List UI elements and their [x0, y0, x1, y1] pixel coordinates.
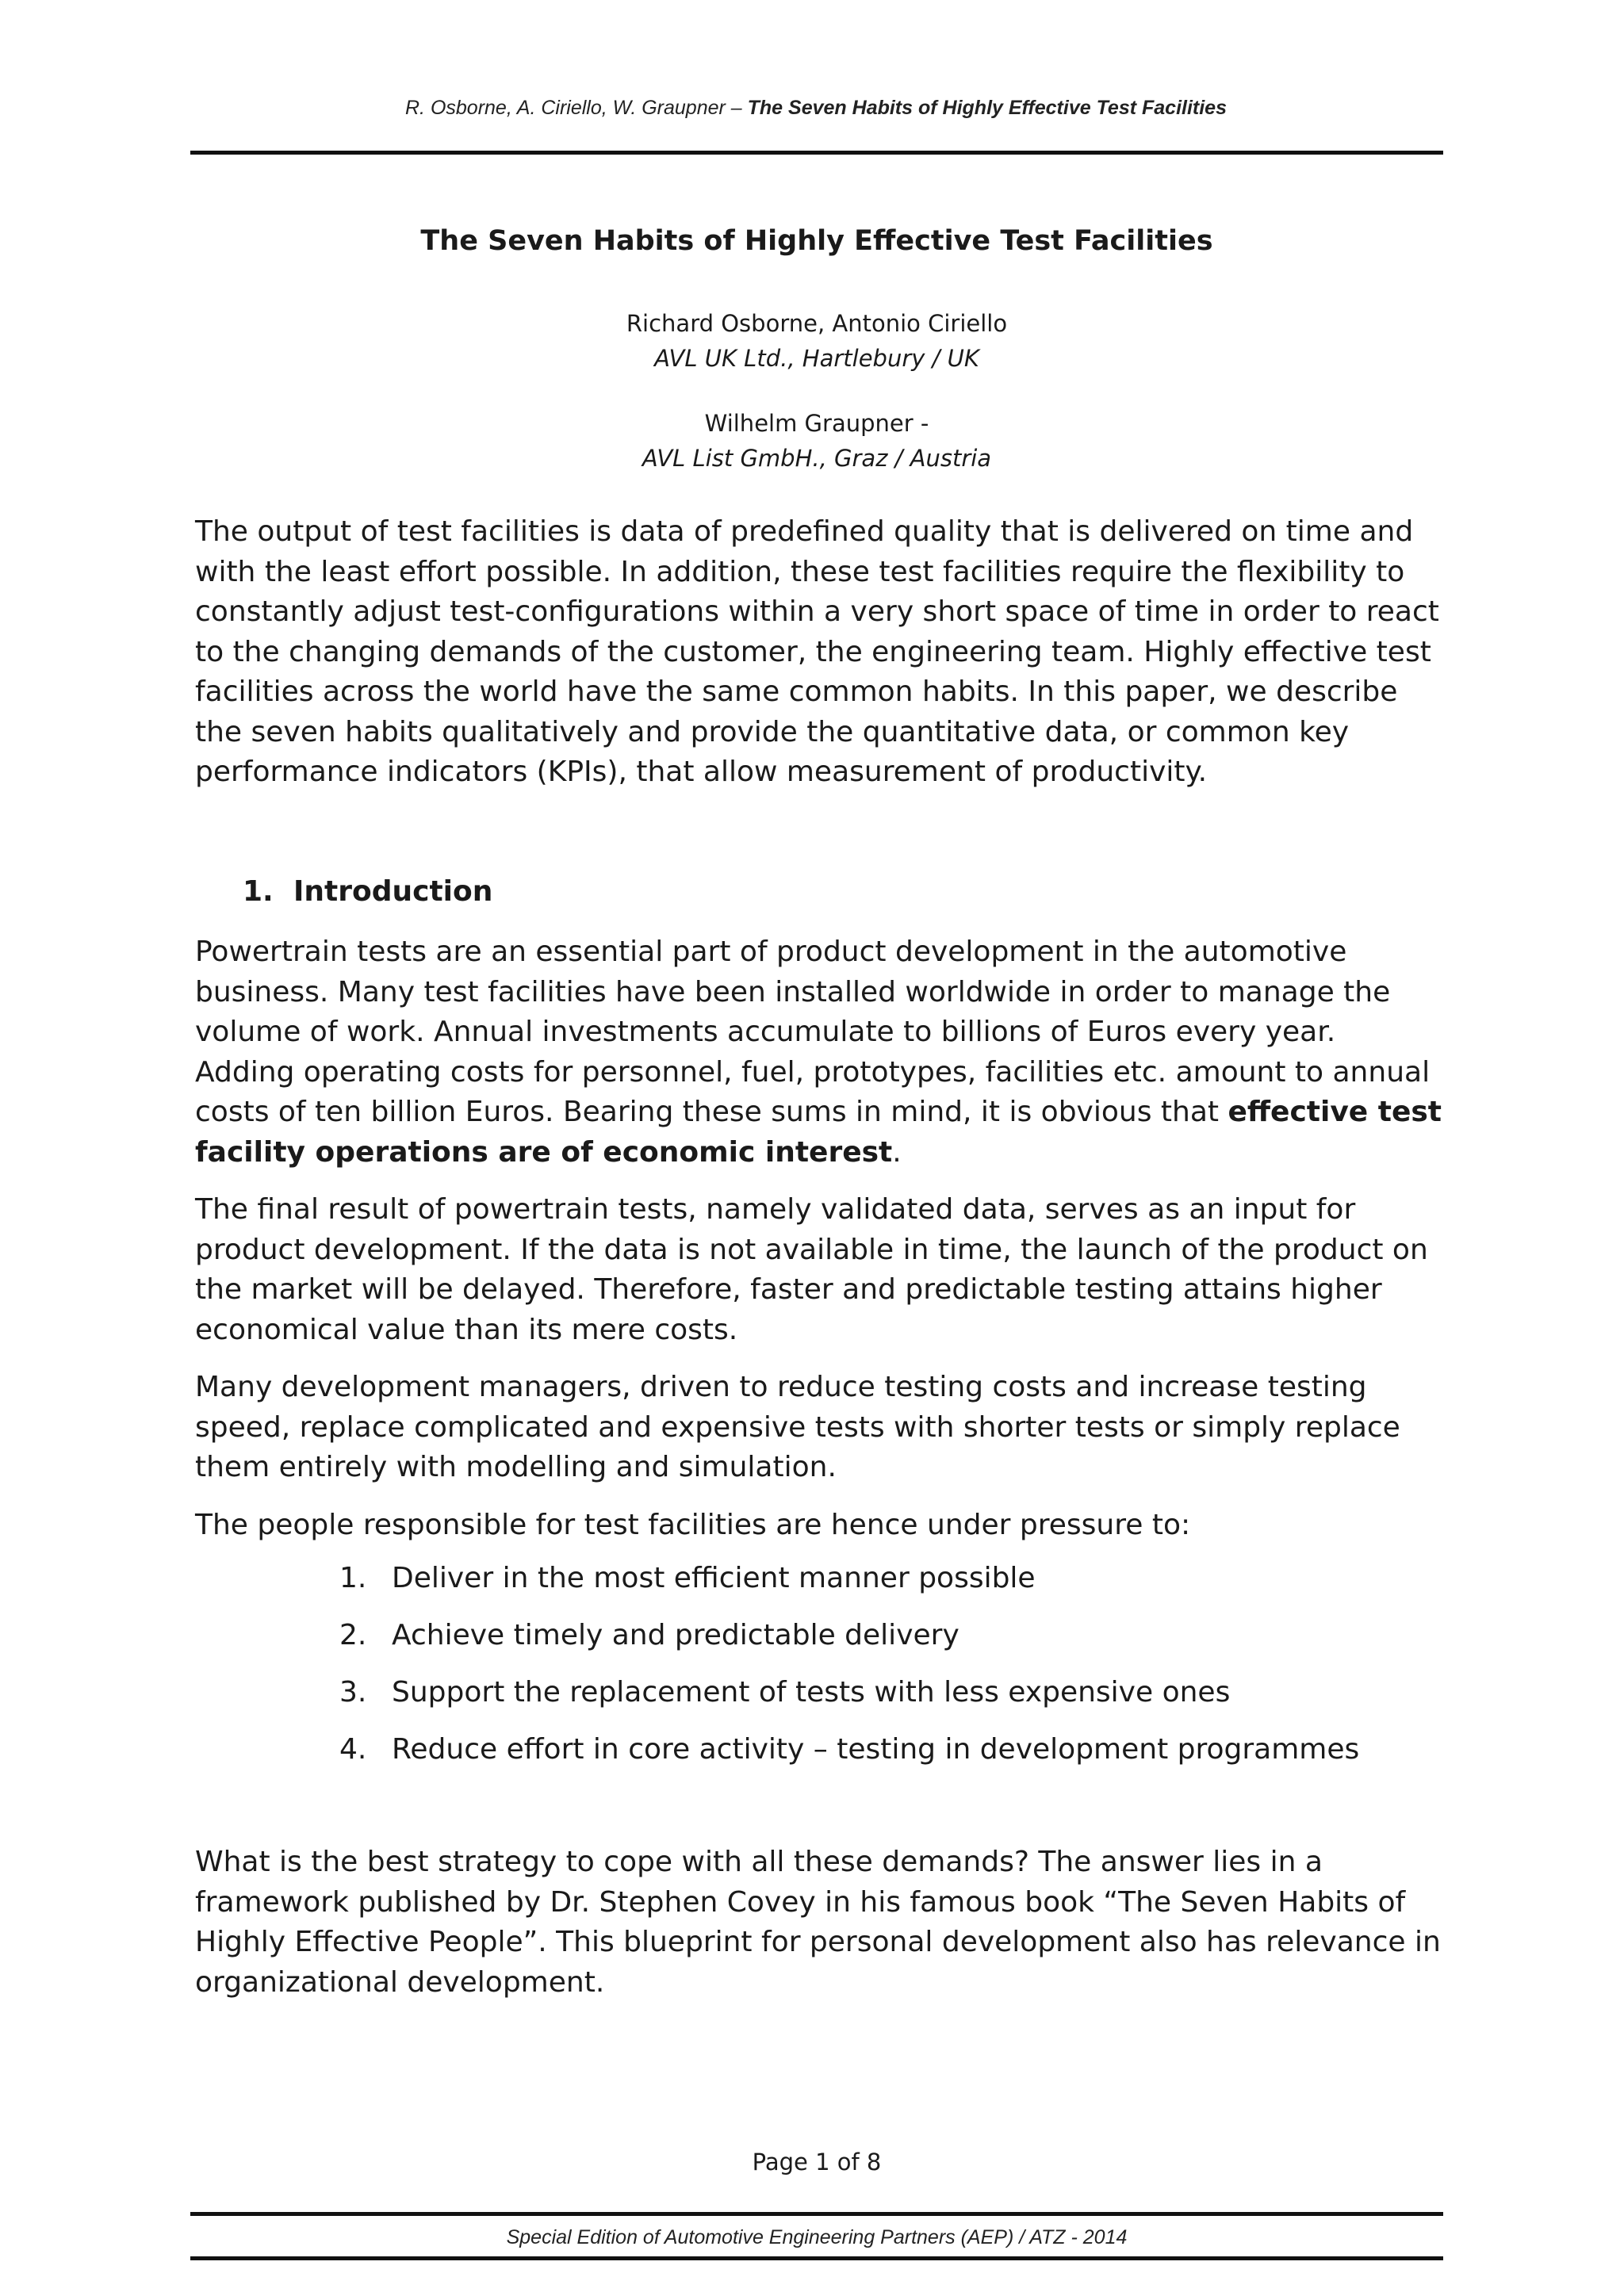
introduction-body	[195, 932, 1442, 1563]
list-item	[339, 1733, 1359, 1790]
abstract	[195, 512, 1442, 810]
author-names-2: Wilhelm Graupner -	[704, 410, 929, 437]
affiliation-1: AVL UK Ltd., Hartlebury / UK	[654, 345, 979, 372]
footer-note: Special Edition of Automotive Engineering Partners (AEP) / ATZ - 2014	[506, 2226, 1128, 2248]
author-block-2	[190, 406, 1443, 476]
intro-p1-end: .	[892, 1135, 902, 1169]
list-text: Reduce effort in core activity – testing in development programmes	[392, 1733, 1360, 1766]
affiliation-2: AVL List GmbH., Graz / Austria	[642, 445, 992, 472]
footer-rule-bottom	[190, 2256, 1443, 2260]
running-header	[190, 97, 1442, 120]
intro-paragraph-2: The final result of powertrain tests, namely validated data, serves as an input for product development. If the data is not available in time, the launch of the product on the market will be delayed. Therefore, faster and predictable testing attains higher economical value than its mere costs.	[195, 1193, 1428, 1346]
list-text: Deliver in the most efficient manner possible	[392, 1562, 1036, 1594]
list-text: Achieve timely and predictable delivery	[392, 1619, 959, 1651]
author-block-1	[190, 306, 1443, 376]
list-item	[339, 1619, 1359, 1676]
intro-paragraph-5: What is the best strategy to cope with all these demands? The answer lies in a framework published by Dr. Stephen Covey in his famous book “The Seven Habits of Highly Effective People”. This blueprint for personal development also has relevance in organizational development.	[195, 1846, 1441, 1999]
intro-paragraph-1	[195, 932, 1442, 1173]
paper-title: The Seven Habits of Highly Effective Test Facilities	[420, 225, 1213, 257]
list-text: Support the replacement of tests with less expensive ones	[392, 1676, 1231, 1709]
list-item	[339, 1676, 1359, 1733]
page-number: Page 1 of 8	[752, 2149, 882, 2175]
list-item	[339, 1562, 1359, 1619]
author-names-1: Richard Osborne, Antonio Ciriello	[626, 310, 1008, 337]
intro-p1-text: Powertrain tests are an essential part of product development in the automotive business. Many test facilities have been installed worldwide in order to manage the volume of work. Annual investments accumulate to billions of Euros every year. Adding operating costs for personnel, fuel, prototypes, facilities etc. amount to annual costs of ten billion Euros. Bearing these sums in mind, it is obvious that	[195, 936, 1431, 1128]
list-number: 1.	[339, 1562, 367, 1594]
intro-p1-emphasis: effective test facility operations are of economic interest	[195, 1096, 1442, 1169]
list-number: 2.	[339, 1619, 367, 1651]
introduction-closing	[195, 1843, 1442, 2020]
section-title: Introduction	[293, 875, 493, 908]
header-authors: R. Osborne, A. Ciriello, W. Graupner –	[405, 97, 742, 119]
header-rule	[190, 151, 1443, 155]
section-number: 1.	[243, 875, 274, 908]
pressure-list	[339, 1562, 1359, 1790]
abstract-text: The output of test facilities is data of predefined quality that is delivered on time and with the least effort possible. In addition, these test facilities require the flexibility to constantly adjust test-configurations within a very short space of time in order to react to the changing demands of the customer, the engineering team. Highly effective test facilities across the world have the same common habits. In this paper, we describe the seven habits qualitatively and provide the quantitative data, or common key performance indicators (KPIs), that allow measurement of productivity.	[195, 515, 1439, 788]
list-number: 4.	[339, 1733, 367, 1766]
footer-rule-top	[190, 2212, 1443, 2216]
intro-paragraph-4: The people responsible for test facilities are hence under pressure to:	[195, 1508, 1191, 1541]
section-heading-introduction	[243, 875, 492, 908]
list-number: 3.	[339, 1676, 367, 1709]
intro-paragraph-3: Many development managers, driven to reduce testing costs and increase testing speed, replace complicated and expensive tests with shorter tests or simply replace them entirely with modelling and simulation.	[195, 1371, 1400, 1483]
header-title: The Seven Habits of Highly Effective Test Facilities	[747, 97, 1227, 119]
